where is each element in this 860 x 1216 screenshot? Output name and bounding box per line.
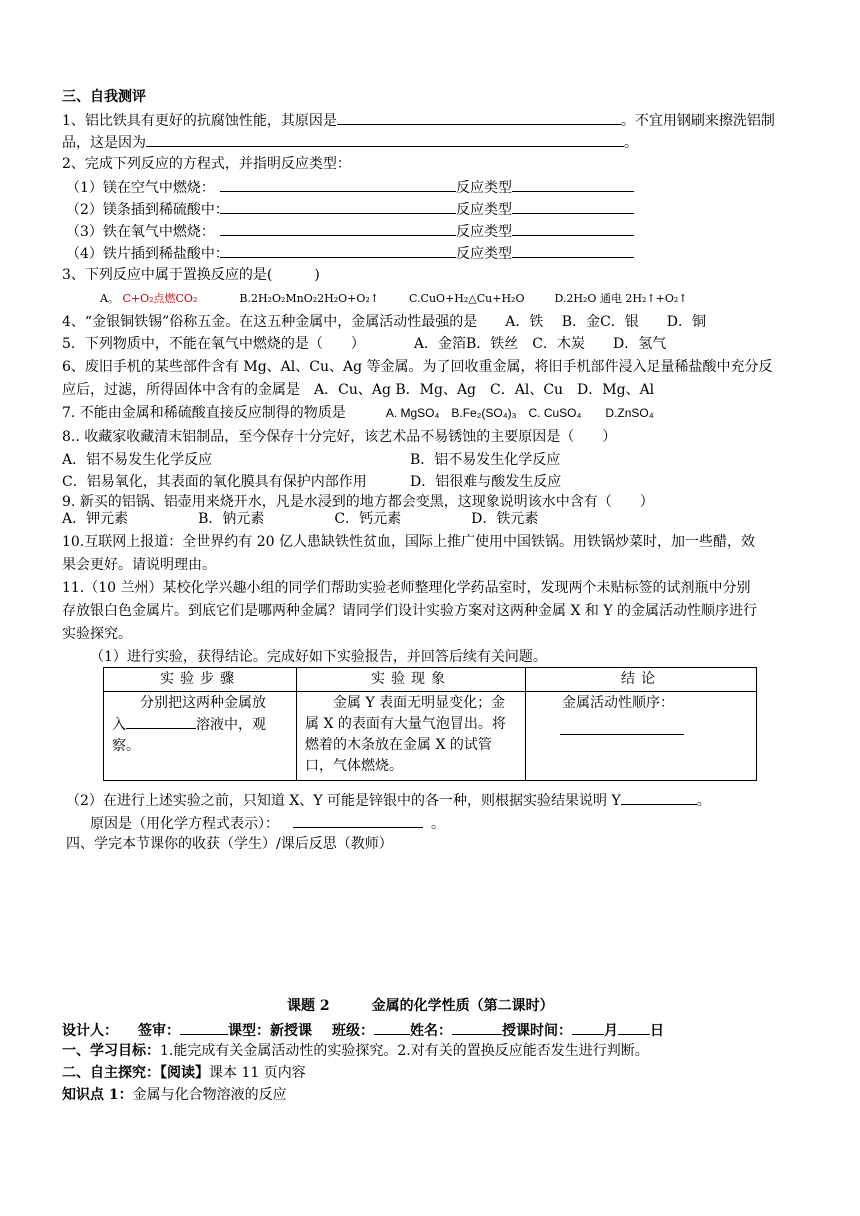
equation-blank[interactable] (293, 813, 423, 828)
question-2-title: 2、完成下列反应的方程式，并指明反应类型： (62, 156, 351, 172)
section-4-title: 四、学完本节课你的收获（学生）/课后反思（教师） (66, 836, 393, 852)
question-8-options-cd: C．铝易氧化，其表面的氧化膜具有保护内部作用 D．铝很难与酸发生反应 (62, 474, 562, 490)
question-9-options: A．钾元素 B．钠元素 C．钙元素 D．铁元素 (62, 511, 539, 527)
question-11-sub-1: （1）进行实验，获得结论。完成好如下实验报告，并回答后续有关问题。 (90, 649, 547, 665)
lesson-title: 课题 2 金属的化学性质（第二课时） (287, 998, 554, 1014)
question-8-options-ab: A．铝不易发生化学反应 B．铝不易发生化学反应 (62, 452, 561, 468)
learning-goals: 一、学习目标：1.能完成有关金属活动性的实验探究。2.对有关的置换反应能否发生进行判断。 (62, 1043, 649, 1059)
question-8-stem: 8.. 收藏家收藏清末铝制品，至今保存十分完好，该艺术品不易锈蚀的主要原因是（ ） (62, 429, 617, 445)
header-conclusion: 结论 (526, 668, 757, 692)
question-4: 4、“金银铜铁锡”俗称五金。在这五种金属中，金属活动性最强的是 A．铁 B．金C．银 D．铜 (62, 314, 707, 330)
question-6-line-1: 6、废旧手机的某些部件含有 Mg、Al、Cu、Ag 等金属。为了回收重金属，将旧手机部件浸入足量稀盐酸中充分反 (62, 359, 773, 375)
solution-blank[interactable] (126, 714, 196, 729)
question-2-item: （2）镁条插到稀硫酸中： 反应类型 (66, 199, 634, 219)
question-2-item: （3）铁在氧气中燃烧： 反应类型 (66, 221, 634, 241)
type-blank[interactable] (512, 199, 634, 214)
class-blank[interactable] (374, 1020, 410, 1035)
question-10-line-1: 10.互联网上报道：全世界约有 20 亿人患缺铁性贫血，国际上推广使用中国铁锅。用铁锅炒菜时，加一些醋，效 (62, 534, 755, 550)
cell-steps: 分别把这两种金属放 入 溶液中，观察。 (104, 692, 297, 781)
question-11-line-3: 实验探究。 (62, 626, 132, 642)
equation-blank[interactable] (220, 199, 456, 214)
question-3-stem: 3、下列反应中属于置换反应的是( ) (62, 267, 320, 283)
answer-blank[interactable] (337, 110, 621, 125)
type-blank[interactable] (512, 177, 634, 192)
question-3-options: A。 C+O₂点燃CO₂ B.2H₂O₂MnO₂2H₂O+O₂↑ C.CuO+H₂△Cu+H₂O D.2H₂O 通电 2H₂↑+O₂↑ (100, 292, 688, 305)
question-2-item: （1）镁在空气中燃烧： 反应类型 (66, 177, 634, 197)
question-6-line-2: 应后，过滤，所得固体中含有的金属是 A．Cu、Ag B．Mg、Ag C．Al、Cu D．Mg、Al (62, 382, 655, 398)
equation-blank[interactable] (220, 177, 456, 192)
order-blank[interactable] (560, 720, 684, 735)
header-steps: 实验步骤 (104, 668, 297, 692)
cell-conclusion: 金属活动性顺序： (526, 692, 757, 781)
answer-blank[interactable] (146, 132, 624, 147)
day-blank[interactable] (618, 1020, 650, 1035)
review-blank[interactable] (180, 1020, 228, 1035)
question-1-line-1: 1、铝比铁具有更好的抗腐蚀性能，其原因是 。不宜用钢刷来擦洗铝制 (62, 110, 775, 130)
month-blank[interactable] (572, 1020, 604, 1035)
question-11-reason: 原因是（用化学方程式表示）： 。 (90, 813, 445, 833)
question-2-item: （4）铁片插到稀盐酸中： 反应类型 (66, 243, 634, 263)
experiment-table (103, 667, 757, 781)
question-11-line-1: 11.（10 兰州）某校化学兴趣小组的同学们帮助实验老师整理化学药品室时，发现两个未贴标签的试剂瓶中分别 (62, 580, 751, 596)
question-9-stem: 9. 新买的铝锅、铝壶用来烧开水，凡是水浸到的地方都会变黑，这现象说明该水中含有（ ） (62, 494, 654, 510)
cell-phenomenon: 金属 Y 表面无明显变化；金属 X 的表面有大量气泡冒出。将燃着的木条放在金属 X 的试管口，气体燃烧。 (297, 692, 526, 781)
self-explore: 二、自主探究：【阅读】课本 11 页内容 (62, 1065, 306, 1081)
equation-blank[interactable] (220, 243, 456, 258)
question-5: 5．下列物质中，不能在氧气中燃烧的是（ ） A．金箔B．铁丝 C．木炭 D．氢气 (62, 336, 667, 352)
question-7: 7. 不能由金属和稀硫酸直接反应制得的物质是 A. MgSO₄ B.Fe₂(SO₄)₃ C. CuSO₄ D.ZnSO₄ (62, 405, 654, 421)
type-blank[interactable] (512, 243, 634, 258)
type-blank[interactable] (512, 221, 634, 236)
name-blank[interactable] (452, 1020, 502, 1035)
header-phenomenon: 实验现象 (297, 668, 526, 692)
question-1-line-2: 品，这是因为 。 (62, 132, 638, 152)
knowledge-point-1: 知识点 1：金属与化合物溶液的反应 (62, 1087, 287, 1103)
lesson-meta: 设计人： 签审： 课型：新授课 班级： 姓名： 授课时间： 月 日 (62, 1020, 664, 1040)
equation-blank[interactable] (220, 221, 456, 236)
question-11-sub-2: （2）在进行上述实验之前，只知道 X、Y 可能是锌银中的各一种，则根据实验结果说明 Y 。 (66, 790, 711, 810)
question-11-line-2: 存放银白色金属片。到底它们是哪两种金属？请同学们设计实验方案对这两种金属 X 和 Y 的金属活动性顺序进行 (62, 603, 758, 619)
question-10-line-2: 果会更好。请说明理由。 (62, 557, 216, 573)
answer-blank[interactable] (621, 790, 697, 805)
section-title: 三、自我测评 (62, 89, 146, 105)
